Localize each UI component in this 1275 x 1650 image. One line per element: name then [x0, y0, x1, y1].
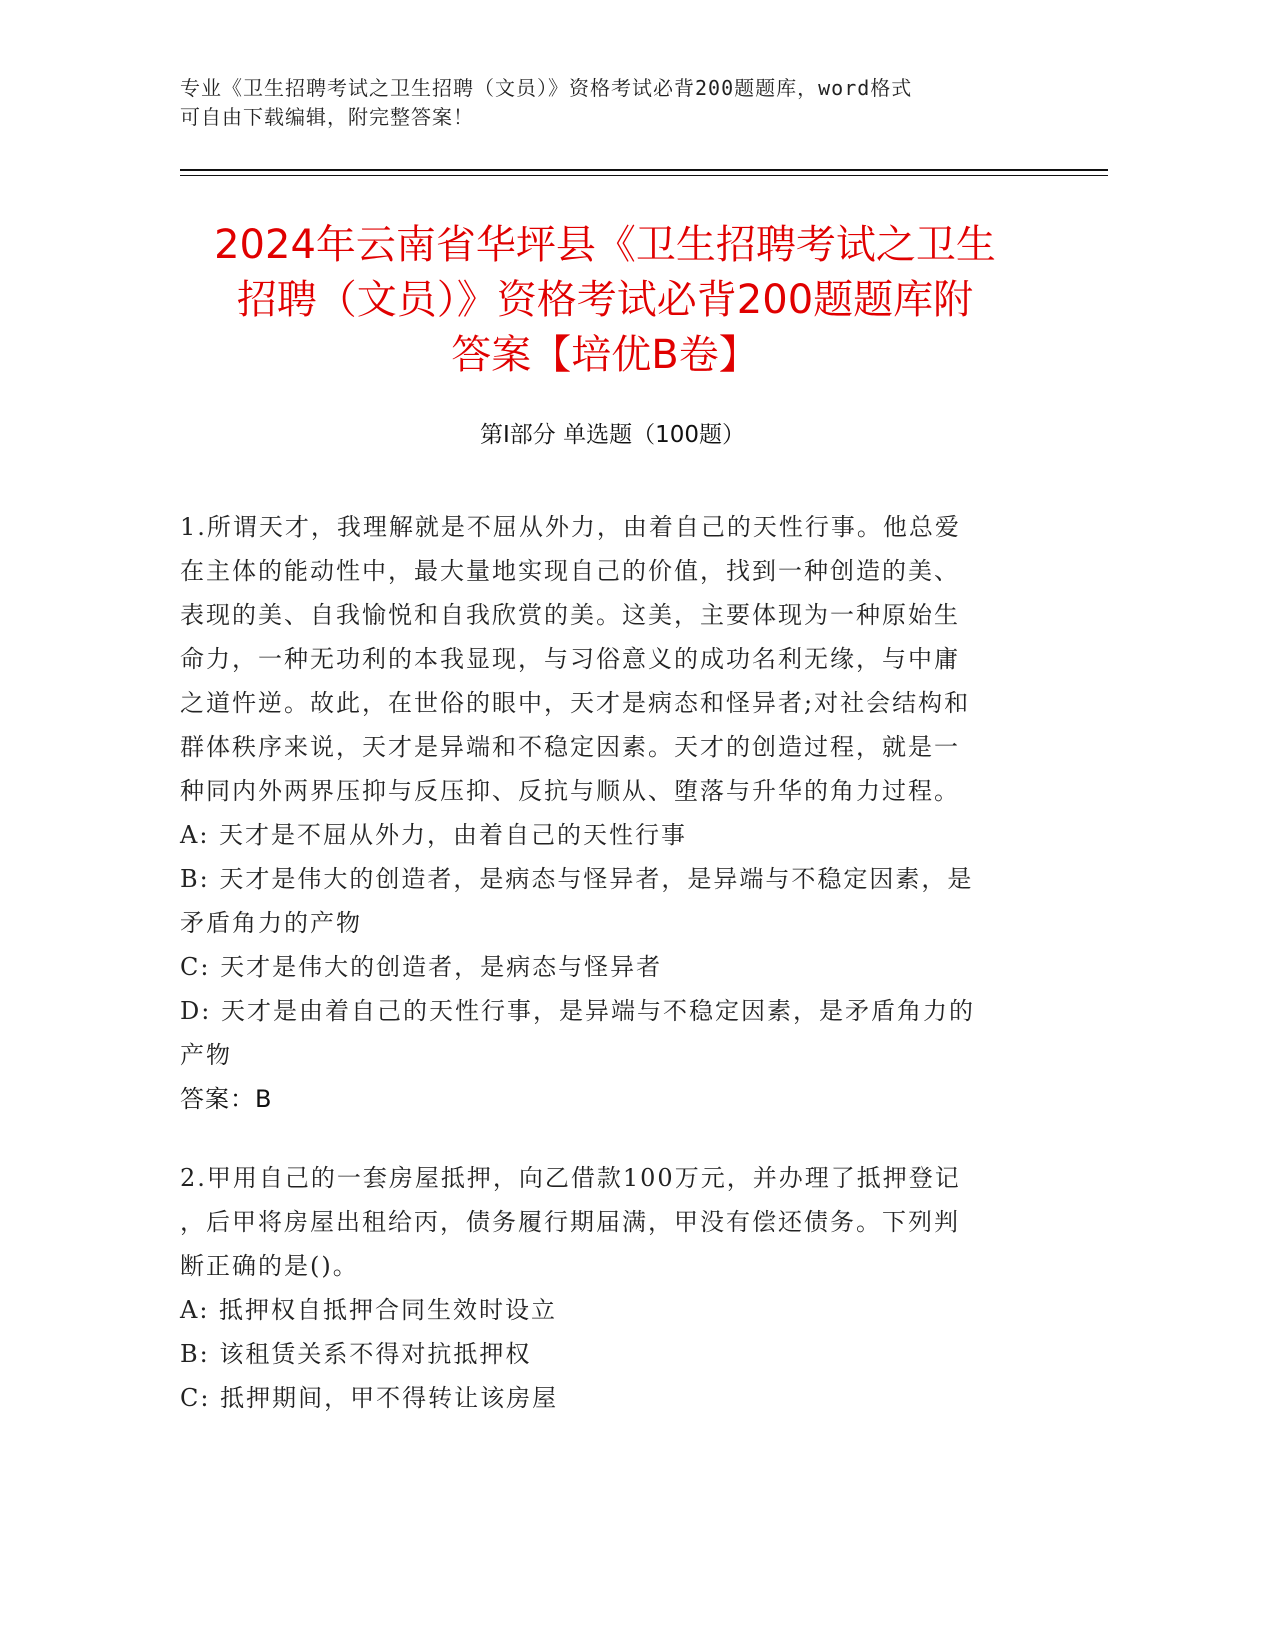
option-a: A: 天才是不屈从外力，由着自己的天性行事: [180, 821, 688, 849]
header-note: [180, 74, 1040, 132]
question-stem-line: 种同内外两界压抑与反压抑、反抗与顺从、堕落与升华的角力过程。: [180, 777, 960, 805]
question-stem-line: 断正确的是()。: [180, 1252, 359, 1280]
question-stem-line: 群体秩序来说，天才是异端和不稳定因素。天才的创造过程，就是一: [180, 733, 960, 761]
option-a: A: 抵押权自抵押合同生效时设立: [180, 1296, 558, 1324]
answer-line: 答案：B: [180, 1085, 273, 1113]
document-title-line-1: 2024年云南省华坪县《卫生招聘考试之卫生: [214, 222, 996, 268]
question-stem-line: 表现的美、自我愉悦和自我欣赏的美。这美，主要体现为一种原始生: [180, 601, 960, 629]
question-stem-line: 在主体的能动性中，最大量地实现自己的价值，找到一种创造的美、: [180, 557, 960, 585]
option-d-continued: 产物: [180, 1041, 232, 1069]
question-stem-line: 命力，一种无功利的本我显现，与习俗意义的成功名利无缘，与中庸: [180, 645, 960, 673]
header-divider-thick: [180, 169, 1108, 171]
question-stem-line: 2.甲用自己的一套房屋抵押，向乙借款100万元，并办理了抵押登记: [180, 1164, 961, 1192]
question-1: [180, 505, 1030, 1121]
option-b: B: 天才是伟大的创造者，是病态与怪异者，是异端与不稳定因素，是: [180, 865, 974, 893]
question-stem-line: 1.所谓天才，我理解就是不屈从外力，由着自己的天性行事。他总爱: [180, 513, 961, 541]
option-c: C: 抵押期间，甲不得转让该房屋: [180, 1384, 559, 1412]
question-stem-line: 之道忤逆。故此，在世俗的眼中，天才是病态和怪异者;对社会结构和: [180, 689, 971, 717]
document-title-line-2: 招聘（文员）》资格考试必背200题题库附: [236, 277, 974, 323]
document-title-line-3: 答案【培优B卷】: [451, 332, 759, 378]
question-2: [180, 1156, 1030, 1420]
header-note-line-2: 可自由下载编辑，附完整答案！: [180, 105, 474, 129]
question-stem-line: ，后甲将房屋出租给丙，债务履行期届满，甲没有偿还债务。下列判: [180, 1208, 960, 1236]
section-heading: 第Ⅰ部分 单选题（100题）: [480, 422, 745, 448]
option-b: B: 该租赁关系不得对抗抵押权: [180, 1340, 532, 1368]
header-divider-thin: [180, 175, 1108, 176]
header-note-line-1: 专业《卫生招聘考试之卫生招聘（文员）》资格考试必背200题题库，word格式: [180, 76, 913, 100]
option-c: C: 天才是伟大的创造者，是病态与怪异者: [180, 953, 663, 981]
option-b-continued: 矛盾角力的产物: [180, 909, 362, 937]
option-d: D: 天才是由着自己的天性行事，是异端与不稳定因素，是矛盾角力的: [180, 997, 975, 1025]
document-title: [170, 218, 1040, 383]
